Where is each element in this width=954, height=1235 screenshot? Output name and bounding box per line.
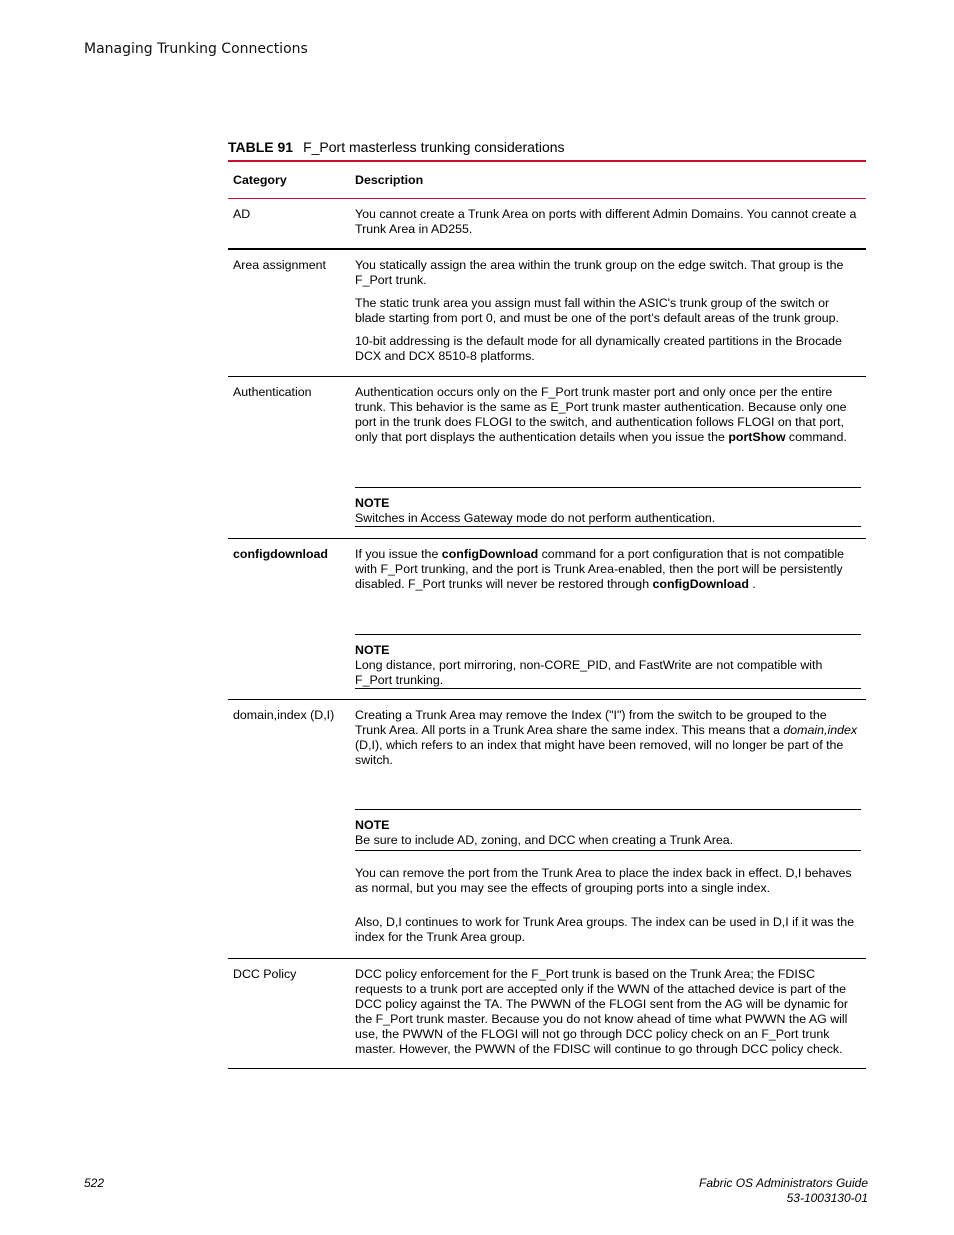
table-row-ad bbox=[228, 199, 866, 250]
description-text-part: . bbox=[748, 577, 756, 591]
description-text-part: If you issue the bbox=[355, 547, 442, 561]
table-row-configdownload bbox=[228, 539, 866, 700]
table-header-row bbox=[228, 162, 866, 199]
command-configdownload: configDownload bbox=[652, 577, 749, 591]
category-cell: AD bbox=[233, 207, 251, 221]
description-text bbox=[355, 708, 860, 768]
command-portshow: portShow bbox=[728, 430, 786, 444]
description-text-part: Authentication occurs only on the F_Port trunk master port and only once per the entire trunk. This behavior is the same as E_Port trunk master authentication. Because only one port in the trunk does FLOGI to the switch, and authentication follows FLOGI on that port, only that port displays the authentication details when you issue the bbox=[355, 385, 847, 444]
note-title: NOTE bbox=[355, 496, 390, 510]
description-paragraph: 10-bit addressing is the default mode for all dynamically created partitions in the Brocade DCX and DCX 8510-8 platforms. bbox=[355, 334, 842, 363]
description-text-part: (D,I), which refers to an index that might have been removed, will no longer be part of the switch. bbox=[355, 738, 844, 767]
footer-doc-info bbox=[699, 1176, 868, 1206]
description-text-part: command. bbox=[785, 430, 847, 444]
table-title: F_Port masterless trunking considerations bbox=[303, 139, 565, 155]
note-box bbox=[355, 487, 861, 527]
column-header-description: Description bbox=[355, 172, 424, 187]
description-text: You cannot create a Trunk Area on ports with different Admin Domains. You cannot create a Trunk Area in AD255. bbox=[355, 207, 857, 236]
note-text: Long distance, port mirroring, non-CORE_PID, and FastWrite are not compatible with F_Port trunking. bbox=[355, 658, 823, 687]
column-header-category: Category bbox=[233, 172, 287, 187]
page-number: 522 bbox=[84, 1176, 105, 1190]
description-cell bbox=[350, 250, 860, 376]
description-text: DCC policy enforcement for the F_Port trunk is based on the Trunk Area; the FDISC requests to a trunk port are accepted only if the WWN of the attached device is part of the DCC policy against the TA. The PWWN of the FLOGI sent from the AG will be dynamic for the F_Port trunk master. Because you do not know ahead of time what PWWN the AG will use, the PWWN of the FLOGI will not go through DCC policy check on an F_Port trunk master. However, the PWWN of the FDISC will continue to go through DCC policy check. bbox=[355, 967, 849, 1056]
description-paragraph: You statically assign the area within the trunk group on the edge switch. That group is the F_Port trunk. bbox=[355, 258, 844, 287]
description-cell bbox=[350, 199, 860, 248]
note-text: Be sure to include AD, zoning, and DCC when creating a Trunk Area. bbox=[355, 833, 734, 847]
table-caption bbox=[228, 139, 565, 155]
category-cell: Area assignment bbox=[233, 258, 326, 272]
note-box bbox=[355, 634, 861, 689]
description-text bbox=[355, 547, 860, 592]
description-paragraph: You can remove the port from the Trunk Area to place the index back in effect. D,I behaves as normal, but you may see the effects of grouping ports into a single index. bbox=[355, 866, 852, 895]
category-cell: Authentication bbox=[233, 385, 312, 399]
table-row-authentication bbox=[228, 377, 866, 539]
command-configdownload: configDownload bbox=[441, 547, 539, 561]
description-paragraph: Also, D,I continues to work for Trunk Area groups. The index can be used in D,I if it was the index for the Trunk Area group. bbox=[355, 915, 855, 944]
table-row-domain-index bbox=[228, 700, 866, 959]
description-text-part: command for a port configuration that is not compatible with F_Port trunking, and the port is Trunk Area-enabled, then the port will be persistently disabled. F_Port trunks will never be restored through bbox=[355, 547, 844, 591]
table-row-dcc-policy bbox=[228, 959, 866, 1069]
domain-index-term: domain,index bbox=[783, 723, 858, 737]
note-title: NOTE bbox=[355, 818, 390, 832]
doc-title: Fabric OS Administrators Guide bbox=[699, 1176, 868, 1190]
note-title: NOTE bbox=[355, 643, 390, 657]
table-label: TABLE 91 bbox=[228, 139, 294, 155]
description-text-part: Creating a Trunk Area may remove the Index ("I") from the switch to be grouped to the Trunk Area. All ports in a Trunk Area share the same index. This means that a bbox=[355, 708, 827, 737]
description-cell bbox=[350, 959, 860, 1068]
category-cell: domain,index (D,I) bbox=[233, 708, 335, 722]
considerations-table bbox=[228, 160, 866, 1072]
category-cell: DCC Policy bbox=[233, 967, 297, 981]
description-text bbox=[355, 385, 860, 445]
note-box bbox=[355, 809, 861, 851]
note-text: Switches in Access Gateway mode do not perform authentication. bbox=[355, 511, 716, 525]
doc-number: 53-1003130-01 bbox=[786, 1191, 868, 1205]
table-row-area-assignment bbox=[228, 250, 866, 377]
description-paragraph: The static trunk area you assign must fall within the ASIC's trunk group of the switch or blade starting from port 0, and must be one of the port’s default areas of the trunk group. bbox=[355, 296, 839, 325]
running-header: Managing Trunking Connections bbox=[84, 41, 308, 57]
category-cell: configdownload bbox=[233, 547, 328, 561]
